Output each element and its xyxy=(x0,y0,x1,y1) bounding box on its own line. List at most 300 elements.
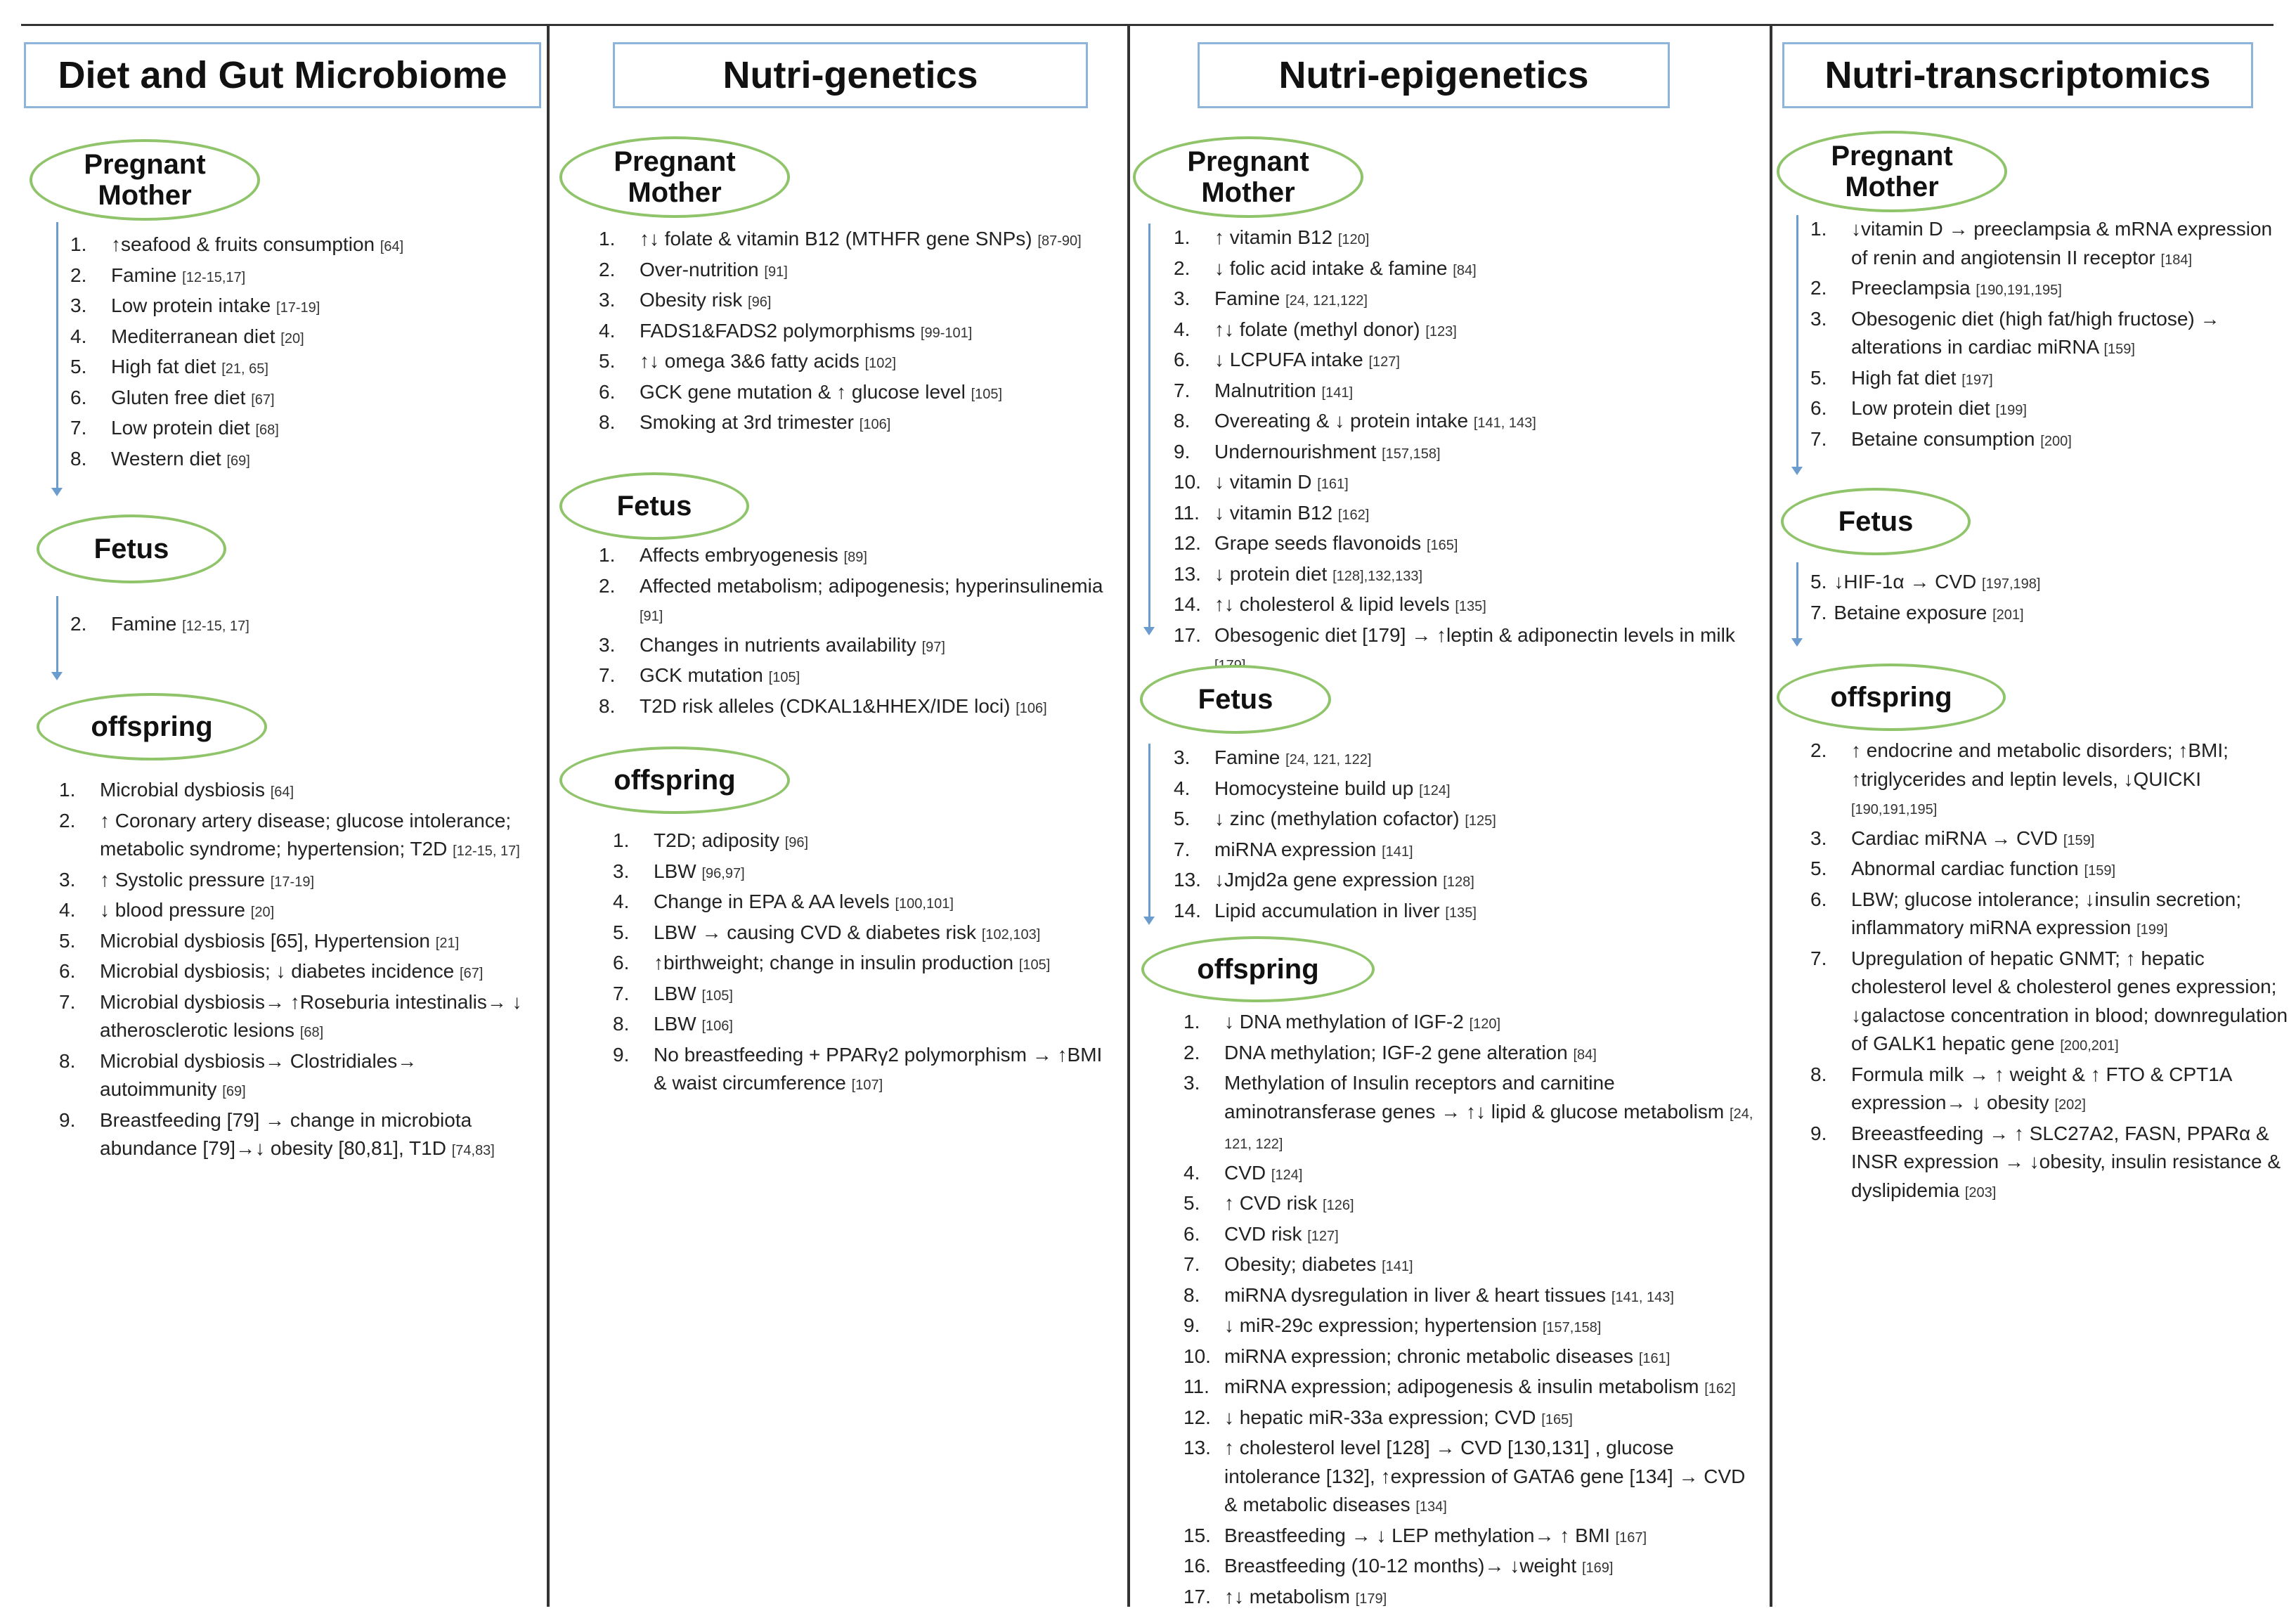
item-text: Microbial dysbiosis; ↓ diabetes incidence xyxy=(100,960,455,982)
item-text: ↑↓ cholesterol & lipid levels xyxy=(1214,593,1450,615)
list-item xyxy=(1810,274,2288,305)
item-text: ↓ blood pressure xyxy=(100,899,246,921)
item-reference: [134] xyxy=(1415,1499,1447,1515)
item-reference: [159] xyxy=(2063,832,2095,848)
item-text: Affected metabolism; adipogenesis; hyperinsulinemia xyxy=(640,574,1103,597)
item-text: ↓vitamin D → preeclampsia & mRNA expression of renin and angiotensin II receptor xyxy=(1851,218,2273,268)
item-reference: [20] xyxy=(250,905,275,920)
item-number: 1. xyxy=(599,228,616,250)
item-text: Mediterranean diet xyxy=(111,325,275,347)
list-item xyxy=(1810,886,2288,945)
item-number: 4. xyxy=(1174,318,1191,340)
list-item xyxy=(1174,407,1757,438)
list-item xyxy=(70,384,534,415)
item-reference: [197,198] xyxy=(1982,576,2041,592)
item-text: Betaine exposure xyxy=(1834,601,1987,623)
item-number: 7. xyxy=(613,982,630,1004)
list-item xyxy=(1810,305,2288,364)
item-number: 2. xyxy=(1810,277,1827,299)
item-number: 7. xyxy=(1174,379,1191,401)
list-item xyxy=(613,827,1119,857)
stage-fetus xyxy=(559,472,749,540)
list-item xyxy=(1183,1069,1760,1159)
list-item xyxy=(1183,1373,1760,1404)
item-reference: [167] xyxy=(1615,1529,1647,1546)
item-number: 3. xyxy=(70,295,87,316)
item-number: 3. xyxy=(1183,1072,1200,1094)
item-text: ↑birthweight; change in insulin production xyxy=(654,952,1014,973)
item-number: 6. xyxy=(1183,1222,1200,1245)
item-reference: [105] xyxy=(701,988,733,1004)
item-number: 3. xyxy=(59,868,76,891)
item-number: 7. xyxy=(1174,838,1191,860)
item-number: 8. xyxy=(59,1049,76,1072)
item-number: 7. xyxy=(1810,601,1827,623)
item-number: 8. xyxy=(599,694,616,717)
item-text: Homocysteine build up xyxy=(1214,777,1414,799)
item-reference: [120] xyxy=(1469,1016,1501,1032)
list-item xyxy=(1183,1250,1760,1281)
list-item xyxy=(599,631,1119,662)
list-item xyxy=(70,292,534,323)
column-title: Nutri-epigenetics xyxy=(1198,42,1670,108)
item-reference: [165] xyxy=(1541,1411,1573,1428)
list-item xyxy=(1810,599,2288,630)
item-reference: [203] xyxy=(1964,1184,1997,1200)
item-reference: [69] xyxy=(222,1084,246,1099)
item-number: 2. xyxy=(59,809,76,831)
item-reference: [102] xyxy=(864,356,897,371)
item-text: miRNA expression xyxy=(1214,838,1377,860)
stage-offspring xyxy=(1141,936,1375,1002)
item-text: Affects embryogenesis xyxy=(640,544,838,566)
stage-label: Pregnant Mother xyxy=(1187,146,1309,208)
item-number: 5. xyxy=(599,350,616,372)
item-reference: [124] xyxy=(1271,1167,1303,1183)
item-text: ↑↓ metabolism xyxy=(1224,1585,1350,1607)
item-number: 9. xyxy=(1810,1122,1827,1144)
item-number: 2. xyxy=(599,574,616,597)
item-text: ↑ Systolic pressure xyxy=(100,868,265,891)
item-number: 10. xyxy=(1183,1345,1211,1367)
item-number: 13. xyxy=(1174,562,1201,585)
list-item xyxy=(1183,1552,1760,1583)
item-text: ↓ folic acid intake & famine xyxy=(1214,257,1448,279)
item-reference: [157,158] xyxy=(1542,1320,1602,1335)
item-reference: [102,103] xyxy=(981,926,1041,943)
list-item xyxy=(70,261,534,292)
list-item xyxy=(613,1041,1119,1100)
item-reference: [120] xyxy=(1337,232,1370,247)
stage-fetus xyxy=(1781,488,1971,555)
item-text: Changes in nutrients availability xyxy=(640,633,916,656)
item-text: ↑↓ folate & vitamin B12 (MTHFR gene SNPs) xyxy=(640,228,1032,250)
stage-offspring xyxy=(1777,664,2006,731)
item-text: LBW xyxy=(654,982,696,1004)
item-number: 5. xyxy=(59,929,76,952)
item-text: Microbial dysbiosis→ ↑Roseburia intestinalis→ ↓ atherosclerotic lesions xyxy=(100,990,522,1041)
item-number: 14. xyxy=(1174,899,1201,921)
item-reference: [184] xyxy=(2160,252,2192,268)
stage-label: Pregnant Mother xyxy=(614,146,736,208)
list-item xyxy=(1174,346,1757,377)
item-text: CVD risk xyxy=(1224,1222,1302,1245)
item-reference: [87-90] xyxy=(1037,233,1082,249)
fetus-list xyxy=(599,541,1119,723)
list-item xyxy=(70,231,534,261)
item-text: LBW xyxy=(654,1013,696,1035)
item-reference: [202] xyxy=(2054,1097,2086,1113)
item-number: 5. xyxy=(1810,366,1827,389)
item-number: 4. xyxy=(613,891,630,912)
item-reference: [12-15,17] xyxy=(182,269,246,285)
item-reference: [127] xyxy=(1307,1228,1339,1244)
item-number: 7. xyxy=(59,990,76,1013)
flow-arrow xyxy=(56,222,58,489)
item-number: 1. xyxy=(613,829,630,851)
stage-pregnant-mother xyxy=(559,136,790,218)
item-number: 4. xyxy=(1183,1161,1200,1184)
item-text: ↑ CVD risk xyxy=(1224,1192,1318,1214)
item-number: 3. xyxy=(1174,746,1191,768)
list-item xyxy=(613,919,1119,950)
list-item xyxy=(613,857,1119,888)
item-reference: [105] xyxy=(768,670,800,685)
list-item xyxy=(1183,1583,1760,1614)
item-reference: [190,191,195] xyxy=(1976,283,2062,298)
item-reference: [201] xyxy=(1992,607,2024,623)
item-text: ↑ cholesterol level [128] → CVD [130,131] , glucose intolerance [132], ↑expression of GATA6 gene [134] → CVD & metabolic diseases xyxy=(1224,1437,1746,1515)
list-item xyxy=(1174,560,1757,591)
item-number: 9. xyxy=(1183,1314,1200,1336)
item-reference: [159] xyxy=(2103,342,2135,357)
item-number: 3. xyxy=(1174,287,1191,309)
item-text: Cardiac miRNA → CVD xyxy=(1851,827,2058,849)
item-number: 6. xyxy=(1174,349,1191,370)
list-item xyxy=(1174,224,1757,254)
list-item xyxy=(1183,1312,1760,1342)
stage-label: offspring xyxy=(1830,682,1952,713)
column-title: Nutri-genetics xyxy=(613,42,1088,108)
item-number: 8. xyxy=(1174,410,1191,432)
list-item xyxy=(1174,468,1757,499)
flow-arrow xyxy=(1148,744,1150,918)
item-text: Breeastfeeding → ↑ SLC27A2, FASN, PPARα & INSR expression → ↓obesity, insulin resistance & dyslipidemia xyxy=(1851,1122,2281,1201)
item-reference: [106] xyxy=(859,417,891,432)
item-number: 17. xyxy=(1183,1585,1211,1607)
item-text: No breastfeeding + PPARγ2 polymorphism → ↑BMI & waist circumference xyxy=(654,1043,1103,1094)
item-text: miRNA dysregulation in liver & heart tissues xyxy=(1224,1283,1607,1306)
flow-arrow xyxy=(1148,224,1150,628)
item-reference: [105] xyxy=(971,386,1003,402)
item-reference: [24, 121, 122] xyxy=(1224,1106,1753,1152)
list-item xyxy=(599,661,1119,692)
item-text: Lipid accumulation in liver xyxy=(1214,899,1440,921)
item-number: 2. xyxy=(70,613,87,635)
item-text: ↑ Coronary artery disease; glucose intolerance; metabolic syndrome; hypertension; T2D xyxy=(100,809,512,860)
item-text: ↑ endocrine and metabolic disorders; ↑BMI; ↑triglycerides and leptin levels, ↓QUICKI xyxy=(1851,739,2229,790)
item-text: Change in EPA & AA levels xyxy=(654,891,890,912)
item-text: Low protein diet xyxy=(1851,397,1990,419)
item-number: 6. xyxy=(1810,397,1827,419)
item-number: 7. xyxy=(599,664,616,686)
list-item xyxy=(1174,866,1757,897)
item-text: ↓Jmjd2a gene expression xyxy=(1214,869,1438,891)
list-item xyxy=(1810,855,2288,886)
item-reference: [157,158] xyxy=(1382,446,1441,462)
item-reference: [141] xyxy=(1321,384,1353,401)
item-number: 4. xyxy=(1174,777,1191,799)
item-number: 9. xyxy=(1174,440,1191,462)
item-reference: [12-15, 17] xyxy=(453,843,520,859)
flow-arrow xyxy=(56,596,58,673)
item-reference: [106] xyxy=(701,1018,733,1034)
item-text: Breastfeeding [79] → change in microbiota abundance [79]→↓ obesity [80,81], T1D xyxy=(100,1108,472,1159)
item-reference: [128],132,133] xyxy=(1332,568,1422,584)
list-item xyxy=(70,323,534,354)
item-text: ↑↓ folate (methyl donor) xyxy=(1214,318,1420,340)
item-number: 6. xyxy=(70,386,87,408)
list-item xyxy=(1174,254,1757,285)
list-item xyxy=(599,286,1119,317)
item-text: Over-nutrition xyxy=(640,258,759,280)
item-text: Methylation of Insulin receptors and carnitine aminotransferase genes → ↑↓ lipid & glucose metabolism xyxy=(1224,1072,1725,1122)
item-number: 11. xyxy=(1183,1376,1209,1397)
list-item xyxy=(599,225,1119,256)
item-number: 2. xyxy=(1810,739,1827,761)
list-item xyxy=(599,347,1119,378)
item-text: T2D; adiposity xyxy=(654,829,779,851)
list-item xyxy=(1183,1159,1760,1190)
stage-label: Fetus xyxy=(1198,684,1273,715)
item-text: Famine xyxy=(1214,287,1280,309)
item-text: Upregulation of hepatic GNMT; ↑ hepatic cholesterol level & cholesterol genes expression; ↓galactose concentration in blood; downregulation of GALK1 hepatic gene xyxy=(1851,947,2288,1054)
item-reference: [97] xyxy=(921,639,945,655)
item-reference: [141] xyxy=(1382,1259,1413,1274)
item-number: 5. xyxy=(1810,571,1827,593)
list-item xyxy=(1174,529,1757,560)
item-number: 15. xyxy=(1183,1524,1211,1546)
stage-fetus xyxy=(37,514,226,583)
stage-label: Fetus xyxy=(616,491,692,522)
list-item xyxy=(59,896,537,927)
item-number: 3. xyxy=(613,860,630,882)
item-reference: [169] xyxy=(1581,1560,1614,1576)
item-number: 5. xyxy=(1174,808,1191,829)
item-number: 6. xyxy=(599,380,616,403)
item-reference: [20] xyxy=(280,330,304,347)
pregnant-mother-list xyxy=(599,225,1119,439)
item-number: 4. xyxy=(599,319,616,342)
item-text: DNA methylation; IGF-2 gene alteration xyxy=(1224,1041,1568,1063)
stage-pregnant-mother xyxy=(1133,136,1363,218)
flow-arrow xyxy=(1796,215,1798,468)
list-item xyxy=(1183,1434,1760,1522)
stage-label: Fetus xyxy=(93,533,169,564)
item-text: ↓ zinc (methylation cofactor) xyxy=(1214,808,1460,829)
item-number: 4. xyxy=(59,899,76,921)
item-number: 8. xyxy=(70,447,87,470)
item-number: 3. xyxy=(1810,827,1827,849)
item-reference: [84] xyxy=(1573,1047,1597,1063)
list-item xyxy=(59,988,537,1047)
stage-offspring xyxy=(559,746,790,814)
item-text: LBW xyxy=(654,860,696,882)
list-item xyxy=(70,353,534,384)
list-item xyxy=(1810,1120,2288,1208)
item-number: 3. xyxy=(599,289,616,311)
fetus-list xyxy=(1174,744,1757,927)
item-reference: [199] xyxy=(1995,403,2027,418)
item-reference: [68] xyxy=(299,1025,324,1040)
item-number: 6. xyxy=(59,960,76,982)
item-text: Low protein intake xyxy=(111,295,271,316)
list-item xyxy=(1810,568,2288,599)
item-number: 5. xyxy=(1183,1192,1200,1214)
item-reference: [190,191,195] xyxy=(1851,802,1938,817)
item-number: 13. xyxy=(1183,1437,1211,1458)
item-number: 7. xyxy=(1183,1253,1200,1275)
list-item xyxy=(599,692,1119,723)
list-item xyxy=(1174,897,1757,928)
list-item xyxy=(70,414,534,445)
offspring-list xyxy=(59,776,537,1165)
item-text: ↓ protein diet xyxy=(1214,562,1328,585)
offspring-list xyxy=(1810,737,2288,1207)
flow-arrow xyxy=(1796,562,1798,640)
item-text: GCK mutation xyxy=(640,664,763,686)
item-text: ↓ miR-29c expression; hypertension xyxy=(1224,1314,1538,1336)
item-text: Microbial dysbiosis xyxy=(100,779,265,801)
list-item xyxy=(1810,737,2288,824)
list-item xyxy=(1810,394,2288,425)
item-reference: [24, 121, 122] xyxy=(1285,752,1372,768)
item-number: 12. xyxy=(1183,1406,1211,1428)
item-number: 6. xyxy=(613,952,630,973)
item-reference: [200] xyxy=(2040,433,2072,449)
item-text: miRNA expression; adipogenesis & insulin metabolism xyxy=(1224,1376,1699,1397)
list-item xyxy=(1183,1189,1760,1220)
item-number: 1. xyxy=(59,779,76,801)
item-reference: [67] xyxy=(251,391,275,408)
item-reference: [89] xyxy=(843,550,867,565)
item-text: Famine xyxy=(111,264,177,286)
item-text: ↑↓ omega 3&6 fatty acids xyxy=(640,350,860,372)
list-item xyxy=(59,776,537,807)
stage-label: offspring xyxy=(1197,954,1319,985)
item-number: 17. xyxy=(1174,623,1201,646)
item-reference: [179] xyxy=(1355,1591,1387,1607)
stage-pregnant-mother xyxy=(1777,131,2007,212)
list-item xyxy=(1174,775,1757,805)
stage-fetus xyxy=(1140,665,1331,734)
list-item xyxy=(59,957,537,988)
item-reference: [84] xyxy=(1453,262,1477,278)
item-text: Famine xyxy=(1214,746,1280,768)
item-reference: [165] xyxy=(1426,538,1458,553)
item-text: High fat diet xyxy=(1851,366,1957,389)
item-number: 5. xyxy=(70,356,87,377)
item-text: ↓ hepatic miR-33a expression; CVD xyxy=(1224,1406,1536,1428)
list-item xyxy=(70,445,534,476)
item-reference: [69] xyxy=(226,453,250,469)
list-item xyxy=(59,1047,537,1106)
column-diet-gut-microbiome xyxy=(0,0,547,1618)
item-text: ↓ vitamin D xyxy=(1214,471,1312,493)
list-item xyxy=(599,317,1119,348)
item-text: ↓ vitamin B12 xyxy=(1214,501,1333,524)
item-text: ↓HIF-1α → CVD xyxy=(1834,571,1977,593)
item-reference: [197] xyxy=(1961,372,1993,388)
item-text: LBW; glucose intolerance; ↓insulin secretion; inflammatory miRNA expression xyxy=(1851,888,2242,938)
item-reference: [74,83] xyxy=(451,1143,495,1158)
item-reference: [21, 65] xyxy=(221,361,268,377)
item-reference: [135] xyxy=(1445,905,1477,921)
fetus-list xyxy=(1810,568,2288,629)
pregnant-mother-list xyxy=(1174,224,1757,680)
list-item xyxy=(1174,744,1757,775)
item-number: 7. xyxy=(1810,947,1827,969)
item-reference: [124] xyxy=(1419,782,1451,798)
item-reference: [21] xyxy=(435,935,460,951)
item-reference: [161] xyxy=(1317,477,1349,492)
item-number: 8. xyxy=(613,1013,630,1035)
item-reference: [64] xyxy=(270,784,294,800)
item-reference: [135] xyxy=(1455,599,1486,614)
item-text: CVD xyxy=(1224,1161,1266,1184)
list-item xyxy=(599,256,1119,287)
item-number: 12. xyxy=(1174,532,1201,554)
item-number: 5. xyxy=(1810,857,1827,879)
list-item xyxy=(1174,590,1757,621)
list-item xyxy=(1810,215,2288,274)
list-item xyxy=(1183,1039,1760,1070)
item-text: Betaine consumption xyxy=(1851,427,2035,450)
item-number: 1. xyxy=(70,233,87,255)
item-text: ↓ LCPUFA intake xyxy=(1214,349,1363,370)
item-number: 8. xyxy=(1810,1063,1827,1085)
list-item xyxy=(613,949,1119,980)
item-text: Preeclampsia xyxy=(1851,277,1971,299)
item-text: ↑ vitamin B12 xyxy=(1214,226,1333,248)
list-item xyxy=(1810,945,2288,1061)
item-number: 4. xyxy=(70,325,87,347)
item-reference: [68] xyxy=(255,422,279,438)
item-reference: [99-101] xyxy=(920,325,973,341)
item-number: 2. xyxy=(599,258,616,280)
list-item xyxy=(1810,1061,2288,1120)
item-number: 3. xyxy=(599,633,616,656)
column-nutri-epigenetics xyxy=(1130,0,1770,1618)
item-number: 5. xyxy=(613,921,630,943)
list-item xyxy=(1174,805,1757,836)
item-reference: [126] xyxy=(1323,1198,1354,1213)
item-number: 9. xyxy=(613,1043,630,1066)
item-text: Smoking at 3rd trimester xyxy=(640,411,854,433)
list-item xyxy=(1174,316,1757,347)
item-text: Breastfeeding (10-12 months)→ ↓weight xyxy=(1224,1555,1577,1577)
list-item xyxy=(1810,364,2288,395)
item-reference: [96] xyxy=(784,835,809,850)
item-reference: [107] xyxy=(851,1077,883,1093)
item-reference: [106] xyxy=(1016,700,1047,716)
list-item xyxy=(613,980,1119,1011)
item-text: Overeating & ↓ protein intake xyxy=(1214,410,1469,432)
offspring-list xyxy=(613,827,1119,1100)
item-reference: [91] xyxy=(764,264,788,280)
item-reference: [12-15, 17] xyxy=(182,619,249,634)
list-item xyxy=(599,572,1119,631)
